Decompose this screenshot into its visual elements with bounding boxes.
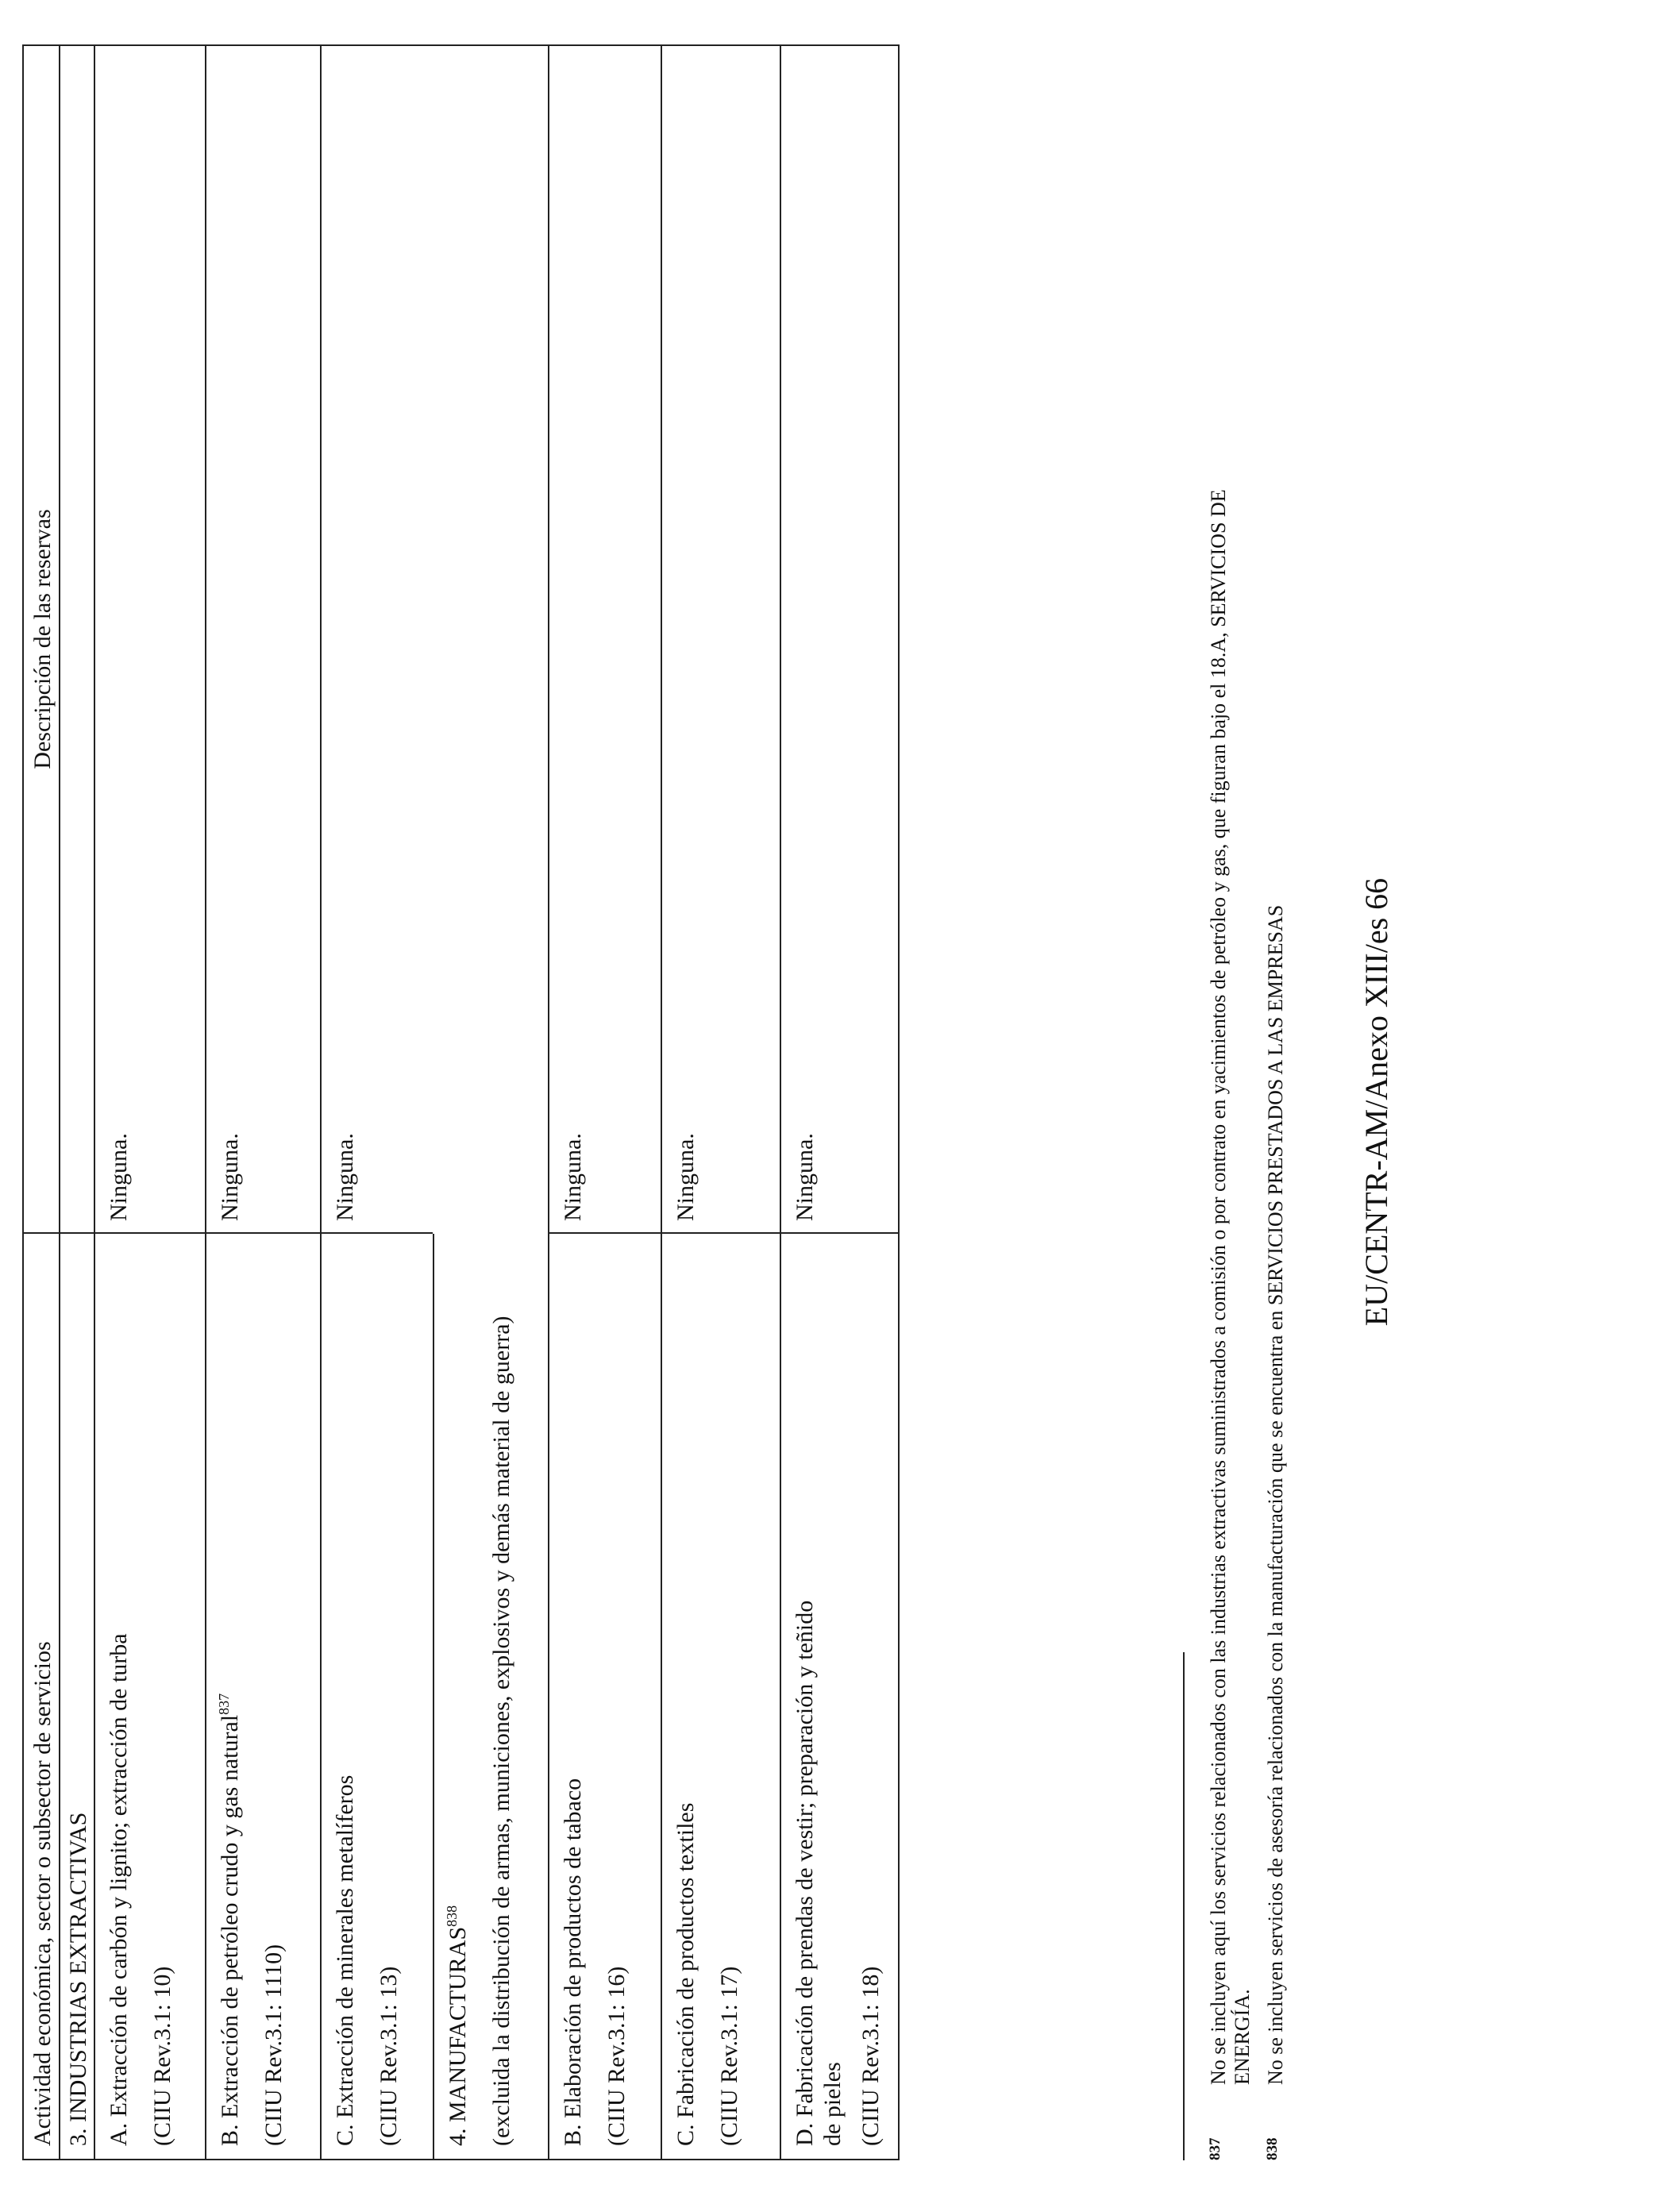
table-row <box>94 46 205 2159</box>
activity-title-line <box>216 1246 244 2146</box>
footnote-rule <box>1183 1652 1185 2160</box>
table-row <box>205 46 320 2159</box>
table-row <box>548 46 661 2159</box>
table-row <box>320 46 433 2159</box>
activity-title: A. Extracción de carbón y lignito; extracción de turba <box>106 1633 132 2146</box>
document-identifier: EU/CENTR-AM/Anexo XIII/es 66 <box>1358 877 1394 1327</box>
footnote-ref-837[interactable]: 837 <box>216 1693 232 1715</box>
activity-code: (CIIU Rev.3.1: 10) <box>149 1966 176 2146</box>
footnote-ref-838[interactable]: 838 <box>444 1905 460 1927</box>
activity-code: (CIIU Rev.3.1: 18) <box>857 1966 884 2146</box>
activity-cell <box>94 1234 205 2159</box>
activity-code: (CIIU Rev.3.1: 17) <box>716 1966 743 2146</box>
reservation-cell: Ninguna. <box>560 1133 586 1221</box>
section-cell <box>433 46 548 2159</box>
activity-title: B. Elaboración de productos de tabaco <box>560 1778 586 2146</box>
table-row <box>661 46 780 2159</box>
activity-cell <box>205 1234 320 2159</box>
activity-code: (CIIU Rev.3.1: 13) <box>376 1966 403 2146</box>
reservations-table <box>22 44 900 2160</box>
section-label: 4. MANUFACTURAS <box>445 1926 471 2146</box>
footnote-837 <box>1207 96 1262 2160</box>
activity-title: D. Fabricación de prendas de vestir; preparación y teñido <box>792 1600 818 2146</box>
section-row-extractivas <box>59 46 94 2159</box>
reservation-cell: Ninguna. <box>792 1133 818 1221</box>
footnote-line: No se incluyen aquí los servicios relacionados con las industrias extractivas suministrados a comisión o por contrato en yacimientos de petróleo y gas, que figuran bajo el 18.A, SERVICIOS DE <box>1207 489 1230 2085</box>
reservation-cell: Ninguna. <box>106 1133 132 1221</box>
reservation-cell: Ninguna. <box>332 1133 358 1221</box>
footnote-line: ENERGÍA. <box>1230 1989 1254 2085</box>
section-label-line <box>444 59 472 2146</box>
table-header-row <box>24 46 59 2159</box>
footnote-line: No se incluyen servicios de asesoría relacionados con la manufacturación que se encuentra en SERVICIOS PRESTADOS A LAS EMPRESAS <box>1264 904 1287 2085</box>
activity-cell <box>780 1234 899 2159</box>
activity-title: C. Extracción de minerales metalíferos <box>332 1774 358 2146</box>
activity-code: (CIIU Rev.3.1: 1110) <box>260 1944 287 2146</box>
activity-cell <box>661 1234 780 2159</box>
activity-title: B. Extracción de petróleo crudo y gas natural <box>217 1714 243 2146</box>
reservation-cell: Ninguna. <box>217 1133 243 1221</box>
activity-cell <box>548 1234 661 2159</box>
activity-title: C. Fabricación de productos textiles <box>672 1802 699 2146</box>
header-activity: Actividad económica, sector o subsector de servicios <box>29 1641 56 2146</box>
table-row <box>780 46 899 2159</box>
activity-cell <box>320 1234 433 2159</box>
header-description: Descripción de las reservas <box>29 509 56 769</box>
section-label: 3. INDUSTRIAS EXTRACTIVAS <box>65 1812 91 2146</box>
section-row-manufacturas <box>433 46 548 2159</box>
footnote-838 <box>1264 96 1296 2160</box>
reservation-cell: Ninguna. <box>672 1133 699 1221</box>
activity-title-cont: de pieles <box>819 2062 846 2146</box>
activity-code: (CIIU Rev.3.1: 16) <box>603 1966 630 2146</box>
section-sublabel: (excluida la distribución de armas, municiones, explosivos y demás material de guerra) <box>488 1316 515 2146</box>
footnote-text <box>1264 100 1288 2085</box>
footnote-number: 838 <box>1264 2137 1281 2160</box>
footnote-text <box>1207 100 1254 2085</box>
footnote-number: 837 <box>1207 2137 1223 2160</box>
